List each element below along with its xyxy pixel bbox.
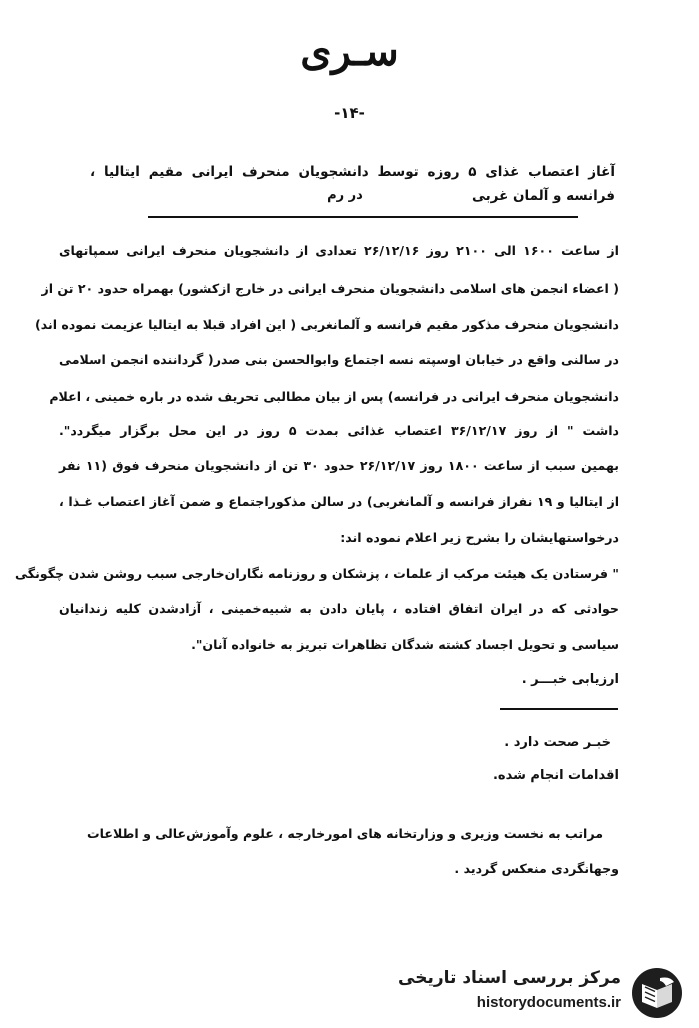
distribution-line: مراتب به نخست وزیری و وزارتخانه های امورخارجه ، علوم وآموزش‌عالی و اطلاعات [86, 826, 603, 841]
body-line: از ایتالیا و ۱۹ نفراز فرانسه و آلمانغربی) در سالن مذکوراجتماع و ضمن آغاز اعتصاب غـذا ، [59, 494, 620, 509]
classification-heading: سـری [300, 28, 399, 75]
evaluation-label: ارزیابی خبـــر . [521, 672, 619, 687]
archive-website-link[interactable]: historydocuments.ir [476, 994, 621, 1011]
body-line: بهمین سبب از ساعت ۱۸۰۰ روز ۲۶/۱۲/۱۷ حدود ۳۰ تن از دانشجویان منحرف فوق (۱۱ نفر [59, 458, 619, 473]
body-line: از ساعت ۱۶۰۰ الی ۲۱۰۰ روز ۲۶/۱۲/۱۶ تعدادی از دانشجویان منحرف ایرانی سمپاتهای [59, 243, 619, 258]
document-headline-continued: در رم [327, 188, 363, 203]
body-line: " فرستادن یک هیئت مرکب از علمات ، پزشکان و روزنامه نگاران‌خارجی سبب روشن شدن چگونگی [15, 566, 619, 581]
body-line: در سالنی واقع در خیابان اوسپته نسه اجتماع وابوالحسن بنی صدر( گرداننده انجمن اسلامی [59, 352, 619, 367]
body-line: حوادثی که در ایران اتفاق افتاده ، پایان دادن به شبیه‌خمینی ، آزادشدن کلیه زندانیان [59, 601, 619, 616]
body-line: دانشجویان منحرف ایرانی در فرانسه) پس از بیان مطالبی تحریف شده در باره خمینی ، اعلام [49, 389, 619, 404]
headline-underline [148, 216, 578, 218]
body-line: درخواستهایشان را بشرح زیر اعلام نموده اند: [340, 530, 619, 545]
assessment-text: خبـر صحت دارد . [504, 735, 611, 750]
page-number: -۱۴- [334, 104, 365, 122]
document-headline: آغاز اعتصاب غذای ۵ روزه توسط دانشجویان منحرف ایرانی مقیم ایتالیا ، فرانسه و آلمان غربی [90, 164, 615, 204]
book-emblem-icon [630, 966, 684, 1020]
body-line: ( اعضاء انجمن های اسلامی دانشجویان منحرف ایرانی در خارج ازکشور) بهمراه حدود ۲۰ تن از [41, 281, 619, 296]
body-line: سیاسی و تحویل اجساد کشته شدگان تظاهرات تبریز به خانواده آنان". [191, 637, 619, 652]
body-line: دانشجویان منحرف مذکور مقیم فرانسه و آلمانغربی ( این افراد قبلا به ایتالیا عزیمت نموده اند) [34, 317, 619, 332]
evaluation-underline [500, 708, 618, 710]
action-taken-label: اقدامات انجام شده. [492, 768, 619, 783]
body-line: داشت " از روز ۳۶/۱۲/۱۷ اعتصاب غذائی بمدت ۵ روز در این محل برگزار میگردد". [59, 423, 619, 438]
archive-org-name: مرکز بررسی اسناد تاریخی [398, 968, 621, 988]
distribution-line: وجهانگردی منعکس گردید . [454, 861, 619, 876]
